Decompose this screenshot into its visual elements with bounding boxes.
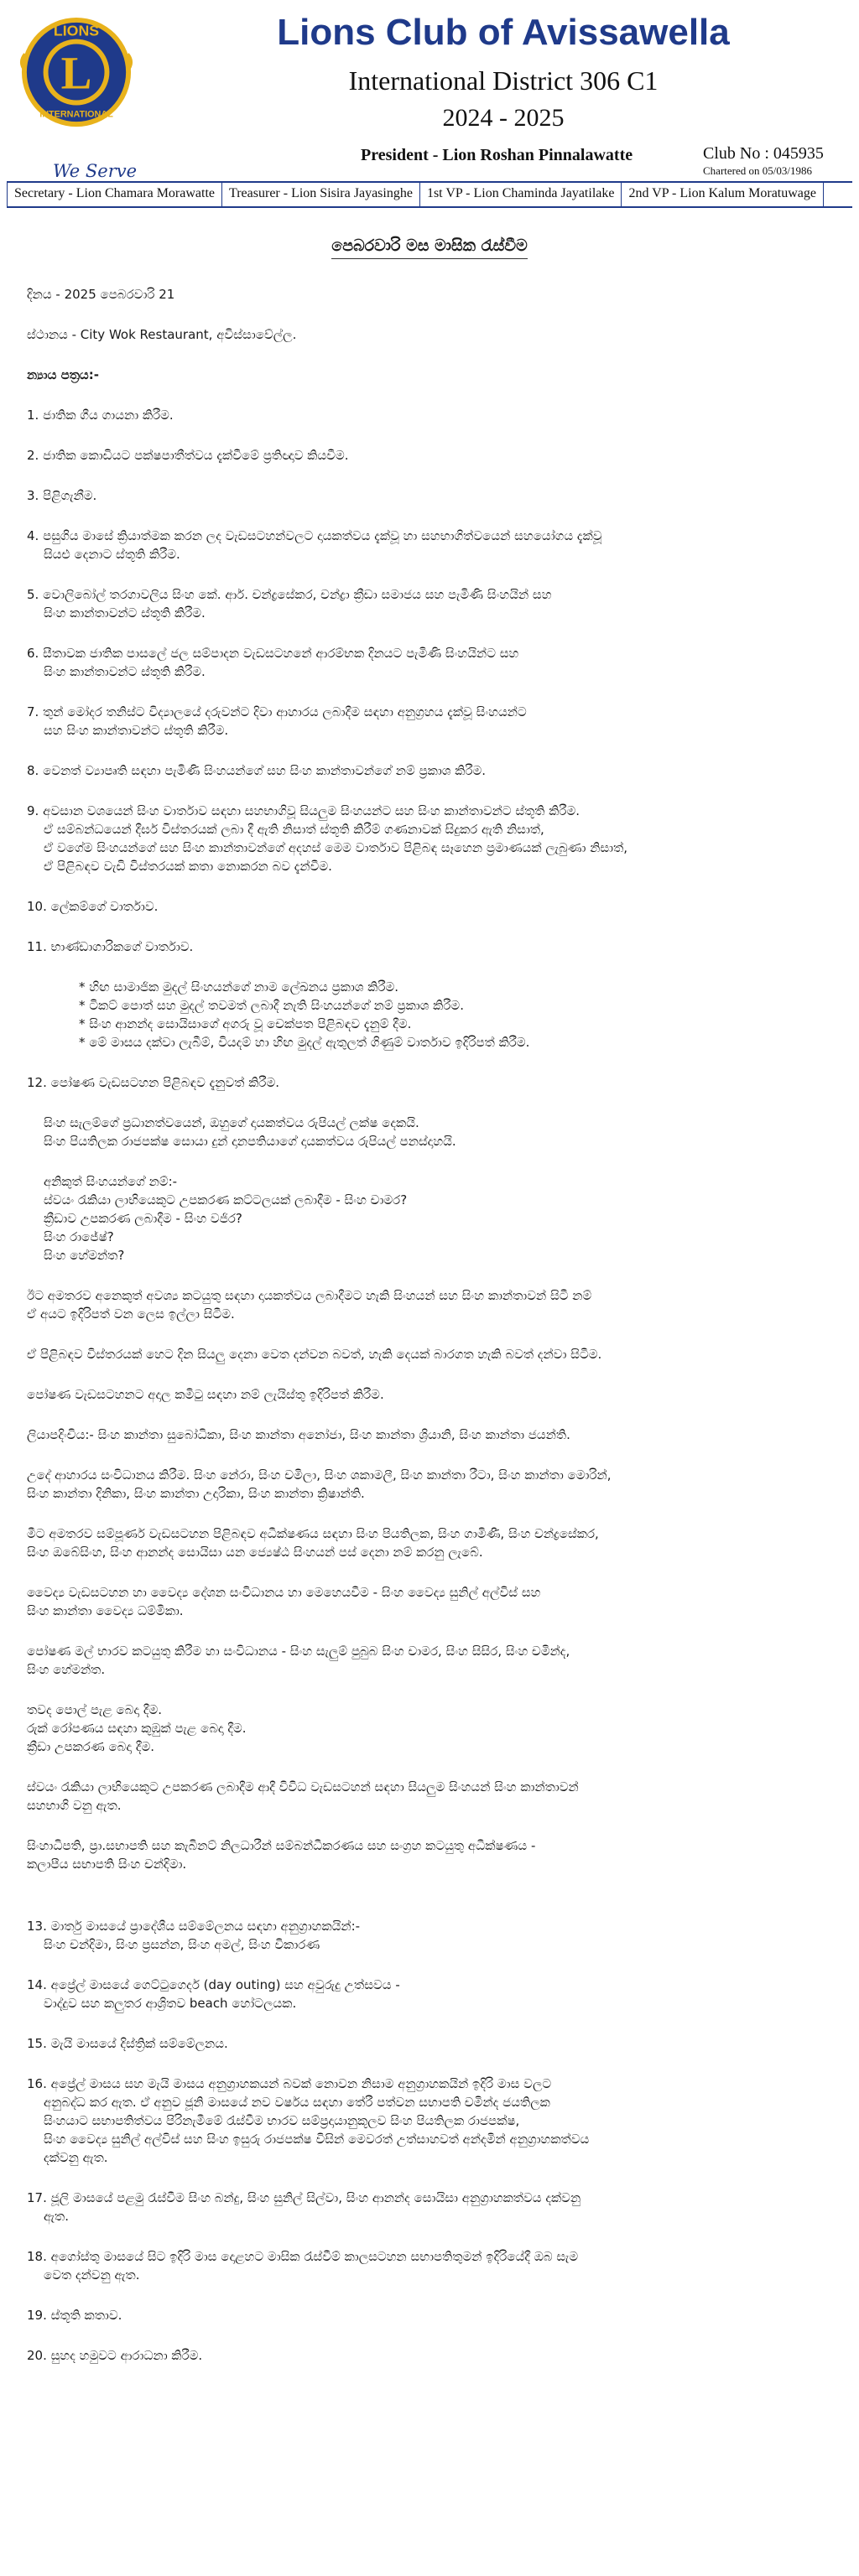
agenda-item: 15. මැයි මාසයේ දිස්ත්‍රික් සම්මේලනය. [27, 2036, 228, 2051]
paragraph: රුක් රෝපණය සඳහා කුඹුක් පැළ බෙදා දීම. [27, 1721, 247, 1736]
agenda-item: 17. ජූලි මාසයේ පළමු රැස්වීම සිංහ බන්දු, සිංහ සුනිල් සිල්වා, සිංහ ආනන්ද සොයිසා අනුග්‍රාහකත්වය දක්වනු [27, 2190, 581, 2205]
agenda-item: 4. පසුගිය මාසේ ක්‍රියාත්මක කරන ලද වැඩසටහන්වලට දායකත්වය දැක්වූ හා සහභාගිත්වයෙන් සහයෝගය දැක්වූ [27, 528, 602, 543]
paragraph: වෛද්‍ය වැඩසටහන හා වෛද්‍ය දේශන සංවිධානය හා මෙහෙයවීම - සිංහ වෛද්‍ය සුනිල් අල්විස් සහ [27, 1585, 541, 1600]
agenda-item: 10. ලේකම්ගේ වාර්තාව. [27, 899, 159, 914]
agenda-item: 9. අවසාන වශයෙන් සිංහ වාර්තාව සඳහා සහභාගිවූ සියලුම සිංහයන්ට සහ සිංහ කාන්තාවන්ට ස්තූති කිරීම. [27, 803, 580, 818]
lions-logo [18, 12, 138, 181]
agenda-item-line: ඇත. [44, 2209, 69, 2224]
officer-second-vp: 2nd VP - Lion Kalum Moratuwage [622, 183, 824, 206]
club-name: Lions Club of Avissawella [277, 12, 730, 53]
paragraph: ස්වයං රැකියා ලාභියෙකුට උපකරණ ලබාදීම ආදී විවිධ වැඩසටහන් සඳහා සියලුම සිංහයන් සිංහ කාන්තාවන් [27, 1779, 579, 1794]
agenda-item-line: ඒ වගේම සිංහයන්ගේ සහ සිංහ කාන්තාවන්ගේ අදහස් මෙම වාර්තාව පිළිබඳ සෑහෙන ප්‍රමාණයක් ලැබුණා නිසාත්, [44, 840, 628, 855]
bullet-item: * සිංහ ආනන්ද සොයිසාගේ අගරු වූ චෙක්පත පිළිබඳව දැනුම් දීම. [79, 1016, 412, 1031]
agenda-item: 1. ජාතික ගීය ගායනා කිරීම. [27, 408, 174, 423]
club-number: Club No : 045935 [703, 144, 824, 163]
bullet-item: * ටිකට් පොත් සහ මුදල් තවමත් ලබාදී නැති සිංහයන්ගේ නම් ප්‍රකාශ කිරීම. [79, 998, 464, 1013]
paragraph: ක්‍රීඩා උපකරණ බෙදා දීම. [27, 1739, 155, 1754]
agenda-item-line: සිංහ පියතිලක රාජපක්ෂ සොයා දුන් දානපතියාගේ දායකත්වය රුපියල් පනස්දාහයි. [44, 1134, 456, 1149]
meeting-venue: ස්ථානය - City Wok Restaurant, අවිස්සාවේල්ල. [27, 327, 297, 342]
agenda-item: 6. සීතාවක ජාතික පාසලේ ජල සම්පාදන වැඩසටහනේ ආරම්භක දිනයට පැමිණි සිංහයින්ට සහ [27, 646, 519, 661]
agenda-item: 3. පිළිගැනීම. [27, 488, 97, 503]
agenda-item: 11. භාණ්ඩාගාරිකගේ වාර්තාව. [27, 939, 194, 954]
paragraph: මීට අමතරව සම්පූර්ණ වැඩසටහන පිළිබඳව අධීක්ෂණය සඳහා සිංහ පියතිලක, සිංහ ගාමිණී, සිංහ චන්ද්‍රසේකර, [27, 1526, 599, 1541]
paragraph: පෝෂණ වැඩසටහනට අදාල කමිටු සඳහා නම් ලැයිස්තු ඉදිරිපත් කිරීම. [27, 1387, 384, 1402]
paragraph: සිංහ හේමන්ත. [27, 1662, 106, 1677]
agenda-item-line: සිංහ වෛද්‍ය සුනිල් අල්විස් සහ සිංහ ඉසුරු රාජපක්ෂ විසින් මෙවරත් උත්සාහවත් අන්දමින් අනුග්‍රාහකත්වය [44, 2132, 590, 2147]
officer-treasurer: Treasurer - Lion Sisira Jayasinghe [222, 183, 420, 206]
chartered-date: Chartered on 05/03/1986 [703, 164, 812, 177]
bullet-item: * හිඟ සාමාජික මුදල් සිංහයන්ගේ නාම ලේඛනය ප්‍රකාශ කිරීම. [79, 979, 399, 995]
agenda-item-line: සියළු දෙනාට ස්තූති කිරීම. [44, 547, 180, 562]
paragraph: සිංහාධිපති, ප්‍රා.සභාපති සහ කැබිනට් නිලධාරීන් සම්බන්ධීකරණය සහ සංග්‍රහ කටයුතු අධීක්ෂණය - [27, 1838, 536, 1853]
paragraph: සිංහ කාන්තා වෛද්‍ය ධම්මිකා. [27, 1603, 184, 1618]
agenda-item: 19. ස්තූති කතාව. [27, 2308, 122, 2323]
logo-text-bottom: INTERNATIONAL [39, 109, 113, 120]
agenda-item: 13. මාර්තු මාසයේ ප්‍රාදේශීය සම්මේලනය සඳහා අනුග්‍රාහකයින්:- [27, 1919, 361, 1934]
agenda-item-line: සහ සිංහ කාන්තාවන්ට ස්තූති කිරීම. [44, 723, 229, 738]
paragraph: පෝෂණ මල් භාරව කටයුතු කිරීම හා සංවිධානය - සිංහ සැලුම් පුබුබ සිංහ චාමර, සිංහ සිසිර, සිංහ චමින්ද, [27, 1644, 570, 1659]
agenda-item: 14. අප්‍රේල් මාසයේ ගෙට්ටුගෙදර් (day outing) සහ අවුරුදු උත්සවය - [27, 1977, 400, 1992]
president-name: President - Lion Roshan Pinnalawatte [361, 146, 633, 164]
paragraph: ඒ පිළිබඳව විස්තරයක් හෙට දින සියලු දෙනා වෙත දන්වන බවත්, හැකි දෙයක් බාරගත හැකි බවත් දන්වා සිටීම. [27, 1347, 602, 1362]
bullet-item: * මේ මාසය දක්වා ලැබීම්, වියදම් හා හිඟ මුදල් ඇතුලත් ගිණුම් වාර්තාව ඉදිරිපත් කිරීම. [79, 1035, 530, 1050]
agenda-item-line: අනුබද්ධ කර ඇත. ඒ අනුව ජූනි මාසයේ නව වර්ෂය සඳහා තේරී පත්වන සභාපති චමින්ද ජයතිලක [44, 2095, 550, 2110]
paragraph: ඊට අමතරව අනෙකුත් අවශ්‍ය කටයුතු සඳහා දායකත්වය ලබාදීමට හැකි සිංහයන් සහ සිංහ කාන්තාවන් සිටී නම් [27, 1288, 592, 1303]
lions-emblem-icon [18, 12, 134, 138]
agenda-item: 2. ජාතික කොඩියට පක්ෂපාතීත්වය දැක්වීමේ ප්‍රතිඥාව කියවීම. [27, 448, 349, 463]
agenda-item-line: ස්වයං රැකියා ලාභියෙකුට උපකරණ කට්ටලයක් ලබාදීම - සිංහ චාමර? [44, 1192, 408, 1208]
agenda-item-line: සිංහ කාන්තාවන්ට ස්තූති කිරීම. [44, 664, 206, 679]
agenda-heading: න්‍යාය පත්‍රය:- [27, 367, 99, 382]
agenda-item-line: සිංහ හේමන්ත? [44, 1248, 125, 1263]
agenda-item: 18. අගෝස්තු මාසයේ සිට ඉදිරි මාස දොළහට මාසික රැස්වීම් කාලසටහන සභාපතිතුමන් ඉදිරියේදී ඔබ සැම [27, 2249, 579, 2264]
district-name: International District 306 C1 [348, 65, 659, 96]
agenda-body [27, 285, 832, 2365]
agenda-item: 5. වොලිබෝල් තරගාවලිය සිංහ කේ. ආර්. චන්ද්‍රසේකර, චන්ද්‍රා ක්‍රීඩා සමාජය සහ පැමිණි සිංහයින් සහ [27, 587, 552, 602]
agenda-item-line: සිංහ රාජේෂ්? [44, 1229, 114, 1244]
agenda-item-line: වෙත දන්වනු ඇත. [44, 2267, 140, 2283]
paragraph: ලියාපදිංචිය:- සිංහ කාන්තා සුබෝධිකා, සිංහ කාන්තා අනෝජා, සිංහ කාන්තා ශ්‍රියානි, සිංහ කාන්තා ජයන්ති. [27, 1427, 570, 1442]
club-year: 2024 - 2025 [442, 104, 565, 132]
agenda-item: 16. අප්‍රේල් මාසය සහ මැයි මාසය අනුග්‍රාහකයන් බවක් නොවන නිසාම අනුග්‍රාහකයින් ඉදිරි මාස වලට [27, 2076, 552, 2091]
paragraph: සිංහ ඔබේසිංහ, සිංහ ආනන්ද සොයිසා යන ජ්‍යෙෂ්ඨ සිංහයන් පස් දෙනා නම් කරනු ලැබේ. [27, 1545, 483, 1560]
agenda-item-line: දක්වනු ඇත. [44, 2150, 108, 2165]
agenda-item-line: සිංහයාට සභාපතිත්වය පිරිනැමීමේ රැස්වීම භාරව සම්ප්‍රදායානුකූලව සිංහ පියතිලක රාජපක්ෂ, [44, 2113, 520, 2128]
motto: We Serve [52, 161, 138, 181]
agenda-item: 20. සුහද හමුවට ආරාධනා කිරීම. [27, 2348, 203, 2363]
paragraph: තවද පොල් පැළ බෙදා දීම. [27, 1702, 163, 1717]
paragraph: උදේ ආහාරය සංවිධානය කිරීම. සිංහ නේරා, සිංහ චමිලා, සිංහ ශකාමලී, සිංහ කාන්තා රීටා, සිංහ කාන්තා මොරින්, [27, 1467, 612, 1483]
document-title: පෙබරවාරි මස මාසික රැස්වීම [0, 236, 859, 255]
agenda-item-line: සිංහ චන්දිමා, සිංහ ප්‍රසන්න, සිංහ අමල්, සිංහ විකාරණ [44, 1937, 320, 1952]
paragraph: කලාපීය සභාපති සිංහ චන්දිමා. [27, 1857, 187, 1872]
agenda-item-line: සිංහ කාන්තාවන්ට ස්තූති කිරීම. [44, 605, 206, 621]
agenda-item: 7. තුන් මෝදර තනිස්ට විද්‍යාලයේ දරුවන්ට දිවා ආහාරය ලබාදීම සඳහා අනුග්‍රහය දැක්වූ සිංහයන්ට [27, 704, 527, 719]
paragraph: සිංහ කාන්තා දිනිකා, සිංහ කාන්තා උදාරිකා, සිංහ කාන්තා ක්‍රිෂාන්ති. [27, 1486, 365, 1501]
agenda-item: 12. පෝෂණ වැඩසටහන පිළිබඳව දැනුවත් කිරීම. [27, 1075, 280, 1090]
logo-letter: L [60, 47, 92, 99]
agenda-item-line: වාද්දුව සහ කලුතර ආශ්‍රිතව beach හෝටලයක. [44, 1996, 297, 2011]
paragraph: සහභාගි වනු ඇත. [27, 1798, 122, 1813]
agenda-item-line: ඒ සම්බන්ධයෙන් දීර්ඝ විස්තරයක් ලබා දී ඇති නිසාත් ස්තූති කිරීම් ගණනාවක් සිදුකර ඇති නිසාත්, [44, 822, 544, 837]
agenda-item-line: ක්‍රීඩාව උපකරණ ලබාදීම - සිංහ වජිර? [44, 1211, 242, 1226]
logo-text-top: LIONS [53, 22, 100, 39]
letterhead [0, 0, 859, 200]
agenda-item: 8. වෙනත් ව්‍යාපෘති සඳහා පැමිණි සිංහයන්ගේ සහ සිංහ කාන්තාවන්ගේ නම් ප්‍රකාශ කිරීම. [27, 763, 487, 778]
officer-secretary: Secretary - Lion Chamara Morawatte [7, 183, 222, 206]
officers-bar [7, 181, 852, 208]
meeting-date: දිනය - 2025 පෙබරවාරි 21 [27, 287, 175, 302]
agenda-item-line: ඒ පිළිබඳව වැඩි විස්තරයක් කතා නොකරන බව දැන්වීම. [44, 859, 332, 874]
agenda-item-line: අනිකුත් සිංහයන්ගේ නම්:- [44, 1174, 178, 1189]
agenda-item-line: සිංහ සැලම්ගේ ප්‍රධානත්වයෙන්, ඔහුගේ දායකත්වය රුපියල් ලක්ෂ දෙකයි. [44, 1115, 419, 1130]
paragraph: ඒ අයට ඉදිරිපත් වන ලෙස ඉල්ලා සිටීම. [27, 1306, 235, 1322]
officer-first-vp: 1st VP - Lion Chaminda Jayatilake [420, 183, 622, 206]
